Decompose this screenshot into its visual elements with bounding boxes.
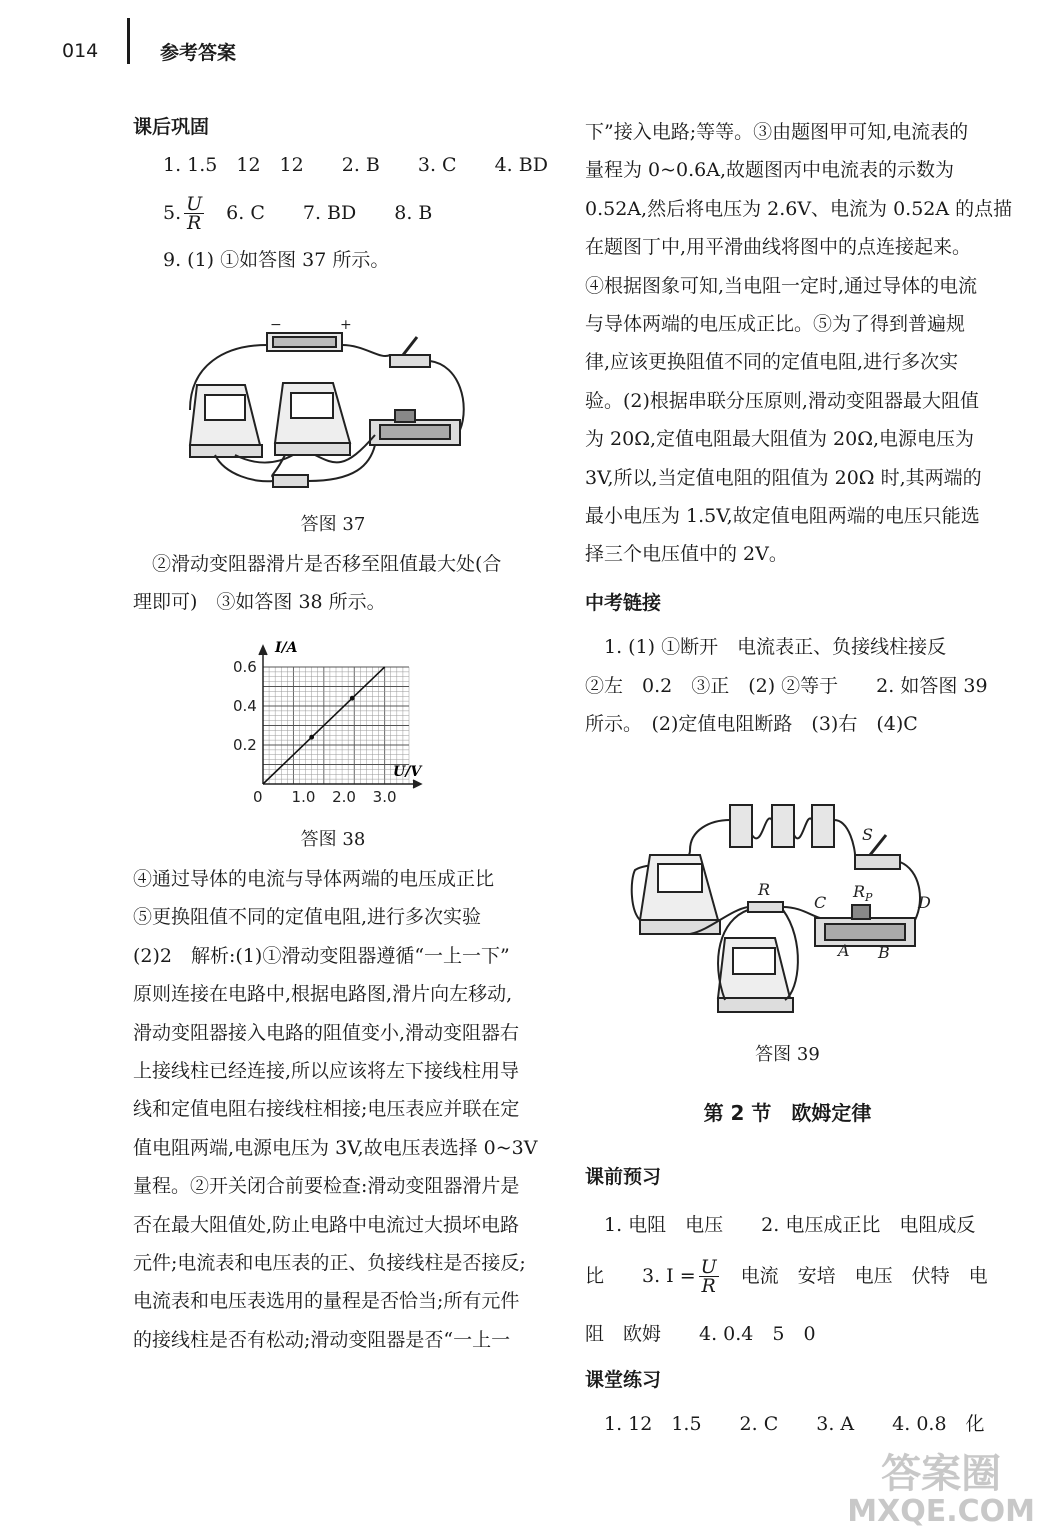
section-title-class-practice: 课堂练习 <box>585 1368 662 1391</box>
y-axis-label: I/A <box>275 640 298 656</box>
label-d: D <box>918 893 931 912</box>
left-para-1 <box>133 545 533 622</box>
label-r: R <box>758 880 771 899</box>
para-line: 在题图丁中,用平滑曲线将图中的点连接起来。 <box>585 236 972 259</box>
x-axis-label: U/V <box>393 764 422 780</box>
para-line: 择三个电压值中的 2V。 <box>585 543 788 566</box>
para-line: 最小电压为 1.5V,故定值电阻两端的电压只能选 <box>585 505 980 528</box>
answers-line-1: 1. 1.5 12 12 2. B 3. C 4. BD <box>163 154 548 177</box>
battery-cell-1 <box>730 805 752 847</box>
label-c: C <box>814 893 827 912</box>
section-title-preview: 课前预习 <box>585 1166 662 1188</box>
label-b: B <box>878 943 890 962</box>
label-s: S <box>862 825 873 844</box>
para-line: 值电阻两端,电源电压为 3V,故电压表选择 0~3V <box>133 1136 538 1159</box>
circuit-figure-39 <box>630 800 935 1030</box>
chart-grid <box>263 667 409 784</box>
para-line: 律,应该更换阻值不同的定值电阻,进行多次实 <box>585 351 959 374</box>
right-para-1 <box>585 113 1013 744</box>
fraction-u-over-r: $\frac{U}{R}$ <box>700 1256 717 1298</box>
switch <box>855 855 900 869</box>
para-line: 验。(2)根据串联分压原则,滑动变阻器最大阻值 <box>585 389 979 412</box>
page-header-title: 参考答案 <box>160 42 237 64</box>
left-column-top <box>133 108 548 279</box>
para-line: ②左 0.2 ③正 (2) ②等于 2. 如答图 39 <box>585 674 988 697</box>
para-line: ④通过导体的电流与导体两端的电压成正比 <box>133 868 495 890</box>
watermark <box>847 1452 1035 1528</box>
para-line: 线和定值电阻右接线柱相接;电压表应并联在定 <box>133 1098 520 1121</box>
fixed-resistor <box>273 475 308 487</box>
header-divider <box>127 18 130 64</box>
para-line: 1. 12 1.5 2. C 3. A 4. 0.8 化 <box>585 1413 985 1436</box>
battery-cell-3 <box>812 805 834 847</box>
data-point <box>309 735 314 740</box>
x-tick-label: 0 <box>253 788 263 806</box>
svg-text:−: − <box>270 317 282 333</box>
para-line: 理即可) ③如答图 38 所示。 <box>133 591 386 614</box>
left-para-2 <box>133 860 538 1359</box>
svg-text:+: + <box>340 317 352 333</box>
para-line: 与导体两端的电压成正比。⑤为了得到普遍规 <box>585 313 966 336</box>
switch <box>390 355 430 367</box>
para-line: 量程。②开关闭合前要检查:滑动变阻器滑片是 <box>133 1175 520 1198</box>
para-line: 所示。 (2)定值电阻断路 (3)右 (4)C <box>585 713 918 736</box>
right-column-bottom <box>585 1158 990 1444</box>
figure-37-caption: 答图 37 <box>300 514 366 535</box>
para-line: 为 20Ω,定值电阻最大阻值为 20Ω,电源电压为 <box>585 428 975 451</box>
x-tick-label: 1.0 <box>291 788 316 806</box>
section-title-homework: 课后巩固 <box>133 116 210 138</box>
figure-38-caption: 答图 38 <box>300 829 366 850</box>
para-line: 3V,所以,当定值电阻的阻值为 20Ω 时,其两端的 <box>585 466 982 489</box>
label-a: A <box>838 941 850 960</box>
circuit-figure-37 <box>185 315 475 495</box>
answers-line-3: 9. (1) ①如答图 37 所示。 <box>163 248 390 271</box>
para-line: 的接线柱是否有松动;滑动变阻器是否“一上一 <box>133 1328 511 1351</box>
para-line: 1. (1) ①断开 电流表正、负接线柱接反 <box>585 636 947 659</box>
answers-line-2: 5. $\frac{U}{R}$ 6. C 7. BD 8. B <box>163 193 433 235</box>
y-tick-label: 0.6 <box>233 658 257 676</box>
x-tick-label: 2.0 <box>332 788 356 806</box>
para-line: ②滑动变阻器滑片是否移至阻值最大处(合 <box>133 553 502 575</box>
para-line: ④根据图象可知,当电阻一定时,通过导体的电流 <box>585 274 978 297</box>
page-number: 014 <box>62 40 99 62</box>
para-line: 元件;电流表和电压表的正、负接线柱是否接反; <box>133 1252 526 1275</box>
para-line: 否在最大阻值处,防止电路中电流过大损坏电路 <box>133 1213 520 1236</box>
para-line: (2)2 解析:(1)①滑动变阻器遵循“一上一下” <box>133 944 510 967</box>
battery-cell-2 <box>772 805 794 847</box>
chapter-title: 第 2 节 欧姆定律 <box>703 1101 872 1125</box>
para-line: 1. 电阻 电压 2. 电压成正比 电阻成反 <box>585 1214 976 1237</box>
figure-39-caption: 答图 39 <box>755 1044 820 1065</box>
para-line: 原则连接在电路中,根据电路图,滑片向左移动, <box>133 983 513 1006</box>
y-tick-label: 0.4 <box>233 697 257 715</box>
watermark-domain: MXQE.COM <box>847 1494 1035 1529</box>
chart-figure-38 <box>225 638 430 808</box>
preview-line-2: 比 3. I = $\frac{U}{R}$ 电流 安培 电压 伏特 电 <box>585 1256 988 1298</box>
watermark-text: 答案圈 <box>881 1451 1002 1497</box>
x-tick-label: 3.0 <box>372 788 397 806</box>
section-title-exam-link: 中考链接 <box>585 591 662 614</box>
para-line: 下”接入电路;等等。③由题图甲可知,电流表的 <box>585 121 969 143</box>
data-point <box>350 696 355 701</box>
para-line: 上接线柱已经连接,所以应该将左下接线柱用导 <box>133 1060 520 1083</box>
fixed-resistor <box>748 902 783 912</box>
para-line: 滑动变阻器接入电路的阻值变小,滑动变阻器右 <box>133 1021 520 1044</box>
y-tick-label: 0.2 <box>233 736 257 754</box>
label-rp: $R_P$ <box>853 882 873 904</box>
para-line: ⑤更换阻值不同的定值电阻,进行多次实验 <box>133 906 482 929</box>
para-line: 阻 欧姆 4. 0.4 5 0 <box>585 1322 816 1345</box>
fraction-u-over-r: $\frac{U}{R}$ <box>186 193 203 235</box>
para-line: 电流表和电压表选用的量程是否恰当;所有元件 <box>133 1290 520 1313</box>
para-line: 量程为 0~0.6A,故题图丙中电流表的示数为 <box>585 159 955 182</box>
para-line: 0.52A,然后将电压为 2.6V、电流为 0.52A 的点描 <box>585 197 1013 220</box>
